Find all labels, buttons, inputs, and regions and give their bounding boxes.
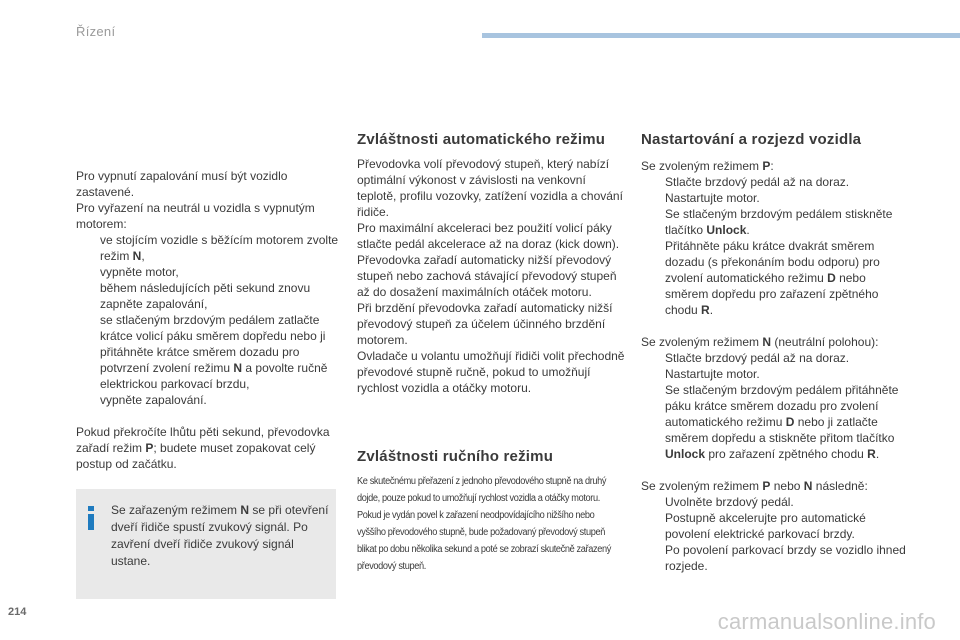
paragraph-auto-3: Při brzdění převodovka zařadí automaticky nižší převodový stupeň za účelem účinného brzdění motorem.: [357, 301, 613, 347]
list-item: Přitáhněte páku krátce dvakrát směrem dozadu (s překonáním bodu odporu) pro zvolení automatického režimu D nebo směrem dopředu pro zařazení zpětného chodu R.: [665, 239, 880, 317]
paragraph-auto-4: Ovladače u volantu umožňují řidiči volit přechodně převodové stupně ručně, pokud to umožňují rychlost vozidla a otáčky motoru.: [357, 349, 625, 395]
list-item: vypněte zapalování.: [100, 393, 207, 407]
paragraph-timeout: Pokud překročíte lhůtu pěti sekund, převodovka zařadí režim P; budete muset zopakovat celý postup od začátku.: [76, 425, 330, 471]
list-item: Stlačte brzdový pedál až na doraz.: [665, 351, 850, 365]
heading-automatic-mode: Zvláštnosti automatického režimu: [357, 131, 606, 148]
info-text: Se zařazeným režimem N se při otevření dveří řidiče spustí zvukový signál. Po zavření dveří řidiče zvukový signál ustane.: [111, 503, 329, 568]
header-accent-bar: [482, 33, 960, 38]
list-item: Postupně akcelerujte pro automatické povolení elektrické parkovací brzdy.: [665, 511, 866, 541]
paragraph-then-intro: Se zvoleným režimem P nebo N následně:: [641, 479, 868, 493]
column-right: [641, 131, 909, 574]
watermark: carmanualsonline.info: [717, 609, 936, 634]
paragraph-neutral-intro: Pro vyřazení na neutrál u vozidla s vypnutým motorem:: [76, 201, 315, 231]
paragraph-auto-2: Pro maximální akceleraci bez použití volicí páky stlačte pedál akcelerace až na doraz (kick down). Převodovka zařadí automaticky nižší převodový stupeň nebo zachová stávající převodový stupeň až do dosažení maximálních otáček motoru.: [357, 221, 620, 299]
info-icon: [86, 506, 96, 530]
list-item: během následujících pěti sekund znovu zapněte zapalování,: [100, 281, 311, 311]
list-item: ve stojícím vozidle s běžícím motorem zvolte režim N,: [100, 233, 339, 263]
list-item: vypněte motor,: [100, 265, 179, 279]
paragraph-manual: Ke skutečnému přeřazení z jednoho převodového stupně na druhý dojde, pouze pokud to umožňují rychlost vozidla a otáčky motoru. Pokud je vydán povel k zařazení neodpovídajícího nižšího nebo vyššího převodového stupně, bude požadovaný převodový stupeň blikat po dobu několika sekund a poté se zobrazí skutečně zařazený převodový stupeň.: [357, 476, 611, 572]
list-item: Nastartujte motor.: [665, 367, 760, 381]
neutral-steps-list: [76, 232, 342, 408]
paragraph-auto-1: Převodovka volí převodový stupeň, který nabízí optimální výkonost v závislosti na venkovní teplotě, profilu vozovky, zatížení vozidla a chování řidiče.: [357, 157, 623, 219]
paragraph-mode-p-intro: Se zvoleným režimem P:: [641, 159, 774, 173]
list-item: Se stlačeným brzdovým pedálem přitáhněte páku krátce směrem dozadu pro zvolení automatického režimu D nebo ji zatlačte směrem dopředu a stiskněte přitom tlačítko Unlock pro zařazení zpětného chodu R.: [665, 383, 899, 461]
paragraph-ignition: Pro vypnutí zapalování musí být vozidlo zastavené.: [76, 169, 288, 199]
list-item: se stlačeným brzdovým pedálem zatlačte krátce volicí páku směrem dopředu nebo ji přitáhněte krátce směrem dozadu pro potvrzení zvolení režimu N a povolte ručně elektrickou parkovací brzdu,: [100, 313, 328, 391]
list-item: Nastartujte motor.: [665, 191, 760, 205]
list-item: Se stlačeným brzdovým pedálem stiskněte tlačítko Unlock.: [665, 207, 893, 237]
then-steps: [641, 494, 909, 574]
heading-manual-mode: Zvláštnosti ručního režimu: [357, 448, 554, 465]
column-middle: [357, 131, 625, 575]
paragraph-mode-n-intro: Se zvoleným režimem N (neutrální polohou):: [641, 335, 879, 349]
list-item: Po povolení parkovací brzdy se vozidlo ihned rozjede.: [665, 543, 906, 573]
page-header-title: Řízení: [76, 24, 116, 39]
list-item: Stlačte brzdový pedál až na doraz.: [665, 175, 850, 189]
column-left: [76, 168, 342, 472]
mode-p-steps: [641, 174, 909, 318]
heading-start-drive: Nastartování a rozjezd vozidla: [641, 131, 862, 148]
mode-n-steps: [641, 350, 909, 462]
page-number: 214: [8, 606, 27, 618]
list-item: Uvolněte brzdový pedál.: [665, 495, 794, 509]
